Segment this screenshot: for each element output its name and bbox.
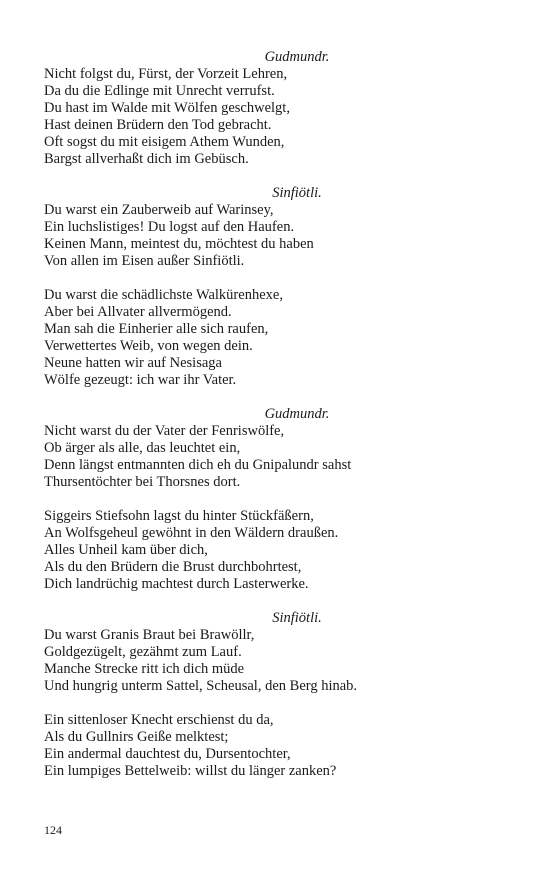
verse-line: Ein andermal dauchtest du, Dursentochter, <box>44 746 291 762</box>
verse-line: Du warst Granis Braut bei Brawöllr, <box>44 627 255 643</box>
verse-line: Thursentöchter bei Thorsnes dort. <box>44 474 241 490</box>
verse-line: Man sah die Einherier alle sich raufen, <box>44 321 269 337</box>
stanza <box>44 712 514 780</box>
dialogue-section <box>44 185 514 389</box>
verse-line: Dich landrüchig machtest durch Lasterwerke. <box>44 576 309 592</box>
stanza <box>44 66 514 168</box>
verse-line: Als du Gullnirs Geiße melktest; <box>44 729 229 745</box>
verse-line: Ein lumpiges Bettelweib: willst du länger zanken? <box>44 763 337 779</box>
verse-line: Siggeirs Stiefsohn lagst du hinter Stückfäßern, <box>44 508 314 524</box>
stanza <box>44 508 514 593</box>
verse-line: Du hast im Walde mit Wölfen geschwelgt, <box>44 100 290 116</box>
verse-line: Du warst ein Zauberweib auf Warinsey, <box>44 202 274 218</box>
dialogue-section <box>44 610 514 780</box>
dialogue-section <box>44 406 514 593</box>
speaker-name: Sinfiötli. <box>272 185 322 201</box>
dialogue-section <box>44 49 514 168</box>
verse-line: Ein luchslistiges! Du logst auf den Haufen. <box>44 219 295 235</box>
page-number: 124 <box>44 823 62 837</box>
verse-line: Ein sittenloser Knecht erschienst du da, <box>44 712 274 728</box>
verse-line: Da du die Edlinge mit Unrecht verrufst. <box>44 83 275 99</box>
poem-page <box>44 49 514 797</box>
verse-line: Als du den Brüdern die Brust durchbohrtest, <box>44 559 302 575</box>
stanza <box>44 202 514 270</box>
verse-line: Bargst allverhaßt dich im Gebüsch. <box>44 151 249 167</box>
verse-line: Oft sogst du mit eisigem Athem Wunden, <box>44 134 285 150</box>
verse-line: Manche Strecke ritt ich dich müde <box>44 661 245 677</box>
verse-line: Und hungrig unterm Sattel, Scheusal, den Berg hinab. <box>44 678 358 694</box>
verse-line: Von allen im Eisen außer Sinfiötli. <box>44 253 245 269</box>
verse-line: Hast deinen Brüdern den Tod gebracht. <box>44 117 272 133</box>
verse-line: Denn längst entmannten dich eh du Gnipalundr sahst <box>44 457 352 473</box>
verse-line: Aber bei Allvater allvermögend. <box>44 304 232 320</box>
speaker-name: Gudmundr. <box>264 406 330 422</box>
verse-line: Goldgezügelt, gezähmt zum Lauf. <box>44 644 242 660</box>
verse-line: Wölfe gezeugt: ich war ihr Vater. <box>44 372 237 388</box>
verse-line: Nicht warst du der Vater der Fenriswölfe, <box>44 423 285 439</box>
verse-line: Alles Unheil kam über dich, <box>44 542 208 558</box>
verse-line: Du warst die schädlichste Walkürenhexe, <box>44 287 283 303</box>
verse-line: An Wolfsgeheul gewöhnt in den Wäldern draußen. <box>44 525 339 541</box>
speaker-name: Gudmundr. <box>264 49 330 65</box>
verse-line: Nicht folgst du, Fürst, der Vorzeit Lehren, <box>44 66 288 82</box>
stanza <box>44 423 514 491</box>
verse-line: Keinen Mann, meintest du, möchtest du haben <box>44 236 314 252</box>
verse-line: Verwettertes Weib, von wegen dein. <box>44 338 253 354</box>
stanza <box>44 627 514 695</box>
speaker-name: Sinfiötli. <box>272 610 322 626</box>
verse-line: Ob ärger als alle, das leuchtet ein, <box>44 440 241 456</box>
verse-line: Neune hatten wir auf Nesisaga <box>44 355 222 371</box>
stanza <box>44 287 514 389</box>
